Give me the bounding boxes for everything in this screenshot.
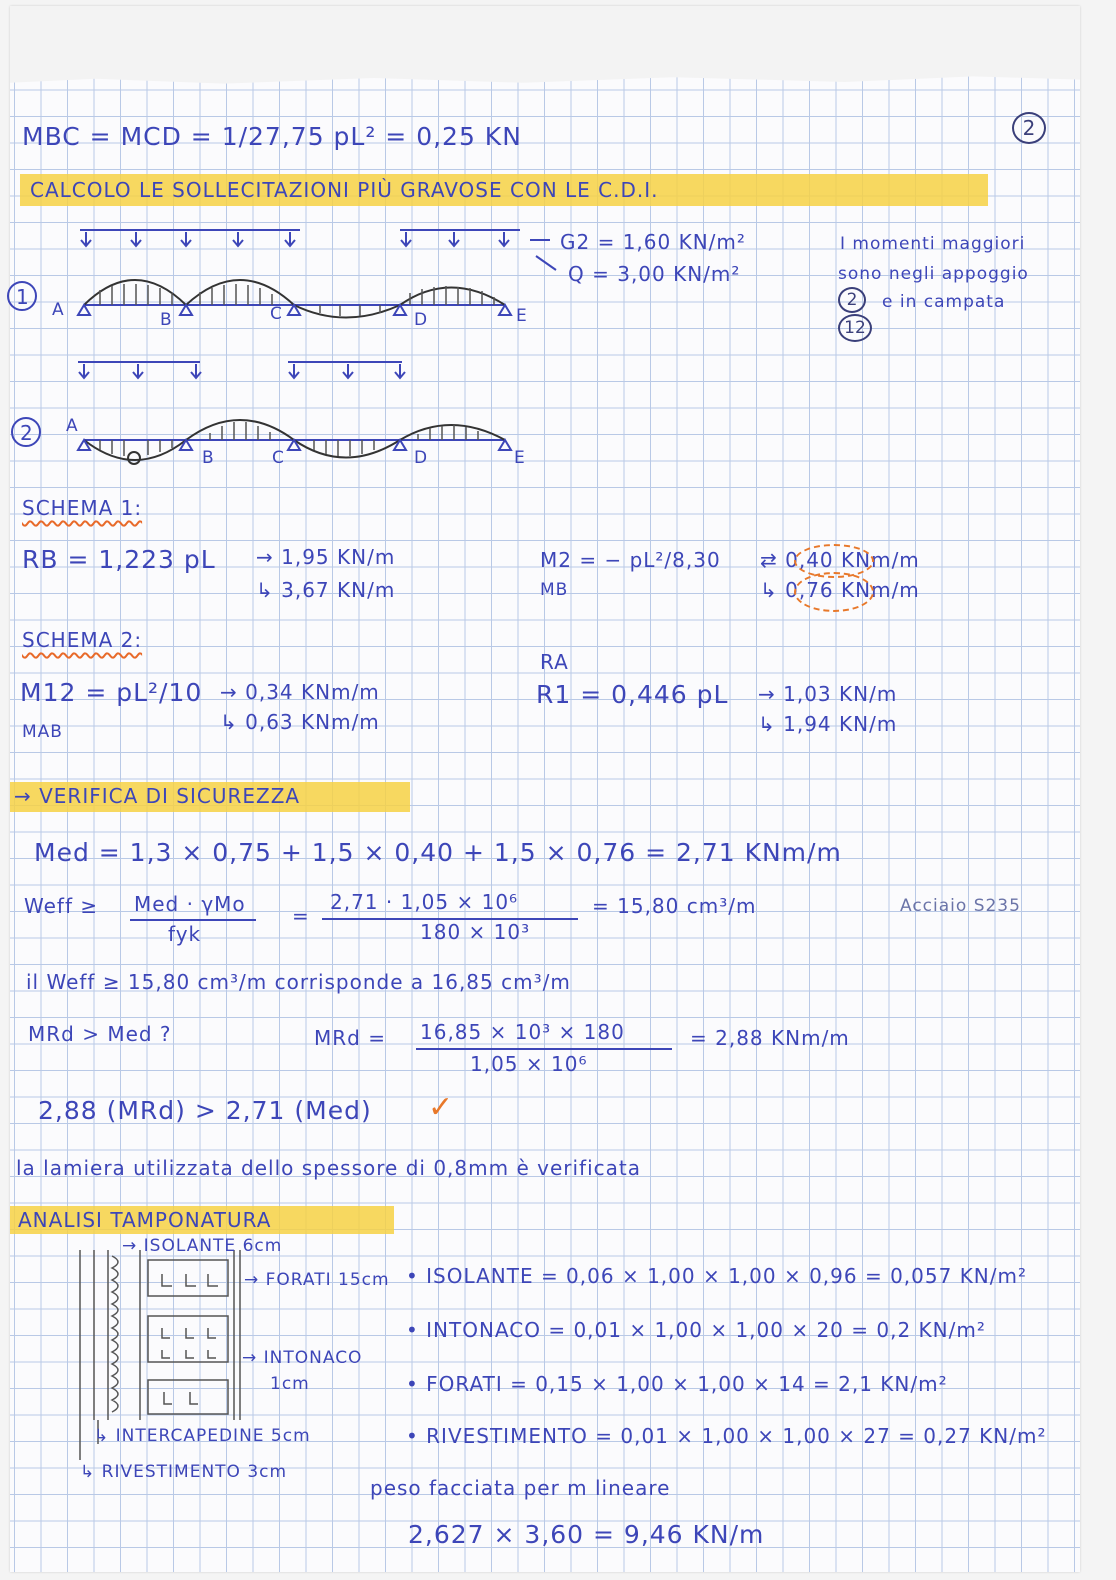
weff-result: = 15,80 cm³/m xyxy=(592,894,757,918)
m12-sub: MAB xyxy=(22,722,63,742)
note-line-1: I momenti maggiori xyxy=(840,234,1026,254)
load-q: Q = 3,00 KN/m² xyxy=(568,262,741,286)
weff-numerator: Med · γMo xyxy=(134,892,246,916)
note-circle-2: 2 xyxy=(838,287,866,313)
support-c-1: C xyxy=(270,304,283,324)
r1-value-1: → 1,03 KN/m xyxy=(758,682,898,706)
support-b-1: B xyxy=(160,310,173,330)
compare-line: 2,88 (MRd) > 2,71 (Med) xyxy=(38,1096,372,1125)
check-icon: ✓ xyxy=(428,1090,455,1125)
note-line-3: e in campata xyxy=(882,292,1006,312)
label-isolante: → ISOLANTE 6cm xyxy=(122,1236,283,1256)
weff-denominator-values: 180 × 10³ xyxy=(420,920,531,944)
load-g2: G2 = 1,60 KN/m² xyxy=(560,230,746,254)
item-rivestimento: • RIVESTIMENTO = 0,01 × 1,00 × 1,00 × 27 = 0,27 KN/m² xyxy=(406,1424,1047,1448)
r1-value-2: ↳ 1,94 KN/m xyxy=(758,712,898,736)
ra-label: RA xyxy=(540,650,569,674)
item-forati: • FORATI = 0,15 × 1,00 × 1,00 × 14 = 2,1 KN/m² xyxy=(406,1372,948,1396)
mbc-equation: MBC = MCD = 1/27,75 pL² = 0,25 KN xyxy=(22,122,522,151)
m12-value-1: → 0,34 KNm/m xyxy=(220,680,380,704)
support-a-1: A xyxy=(52,300,65,320)
corrisponde-line: il Weff ≥ 15,80 cm³/m corrisponde a 16,85 cm³/m xyxy=(26,970,571,994)
schema-1-heading: SCHEMA 1: xyxy=(22,496,143,520)
case-2-label: 2 xyxy=(20,421,34,445)
rb-formula: RB = 1,223 pL xyxy=(22,545,216,574)
m2-formula: M2 = − pL²/8,30 xyxy=(540,548,721,572)
mrd-result: = 2,88 KNm/m xyxy=(690,1026,850,1050)
note-circle-12: 12 xyxy=(838,314,872,342)
peso-facciata-calc: 2,627 × 3,60 = 9,46 KN/m xyxy=(408,1520,765,1549)
r1-formula: R1 = 0,446 pL xyxy=(536,680,729,709)
label-intonaco-thickness: 1cm xyxy=(270,1374,310,1394)
support-e-2: E xyxy=(514,448,526,468)
section-heading-calcolo: CALCOLO LE SOLLECITAZIONI PIÙ GRAVOSE CON LE C.D.I. xyxy=(30,178,659,202)
support-a-2: A xyxy=(66,416,79,436)
mrd-lhs: MRd = xyxy=(314,1026,386,1050)
weff-numerator-values: 2,71 · 1,05 × 10⁶ xyxy=(330,890,519,914)
m2-value-2: ↳ 0,76 KNm/m xyxy=(760,578,920,602)
schema-2-heading: SCHEMA 2: xyxy=(22,628,143,652)
mrd-numerator: 16,85 × 10³ × 180 xyxy=(420,1020,625,1044)
peso-facciata-label: peso facciata per m lineare xyxy=(370,1476,671,1500)
support-b-2: B xyxy=(202,448,215,468)
weff-denominator: fyk xyxy=(168,922,202,946)
support-c-2: C xyxy=(272,448,285,468)
support-d-2: D xyxy=(414,448,429,468)
conclusion-line: la lamiera utilizzata dello spessore di 0,8mm è verificata xyxy=(16,1156,641,1180)
case-1-label: 1 xyxy=(16,285,30,309)
support-d-1: D xyxy=(414,310,429,330)
item-isolante: • ISOLANTE = 0,06 × 1,00 × 1,00 × 0,96 = 0,057 KN/m² xyxy=(406,1264,1028,1288)
mrd-question: MRd > Med ? xyxy=(28,1022,172,1046)
item-intonaco: • INTONACO = 0,01 × 1,00 × 1,00 × 20 = 0,2 KN/m² xyxy=(406,1318,986,1342)
label-forati: → FORATI 15cm xyxy=(244,1270,390,1290)
rb-value-2: ↳ 3,67 KN/m xyxy=(256,578,396,602)
page-number: 2 xyxy=(1012,112,1046,144)
acciaio-label: Acciaio S235 xyxy=(900,896,1021,916)
med-equation: Med = 1,3 × 0,75 + 1,5 × 0,40 + 1,5 × 0,76 = 2,71 KNm/m xyxy=(34,838,842,867)
verifica-heading: → VERIFICA DI SICUREZZA xyxy=(14,784,301,808)
m12-formula: M12 = pL²/10 xyxy=(20,678,203,707)
m2-sub: MB xyxy=(540,580,569,600)
weff-equals: = xyxy=(292,904,310,928)
mrd-denominator: 1,05 × 10⁶ xyxy=(470,1052,588,1076)
note-line-2: sono negli appoggio xyxy=(838,264,1029,284)
m12-value-2: ↳ 0,63 KNm/m xyxy=(220,710,380,734)
m2-value-1: ⇄ 0,40 KNm/m xyxy=(760,548,920,572)
weff-lhs: Weff ≥ xyxy=(24,894,99,918)
analisi-heading: ANALISI TAMPONATURA xyxy=(18,1208,272,1232)
label-intonaco: → INTONACO xyxy=(242,1348,363,1368)
support-e-1: E xyxy=(516,306,528,326)
label-intercapedine: ↳ INTERCAPEDINE 5cm xyxy=(94,1426,311,1446)
label-rivestimento: ↳ RIVESTIMENTO 3cm xyxy=(80,1462,288,1482)
rb-value-1: → 1,95 KN/m xyxy=(256,545,396,569)
